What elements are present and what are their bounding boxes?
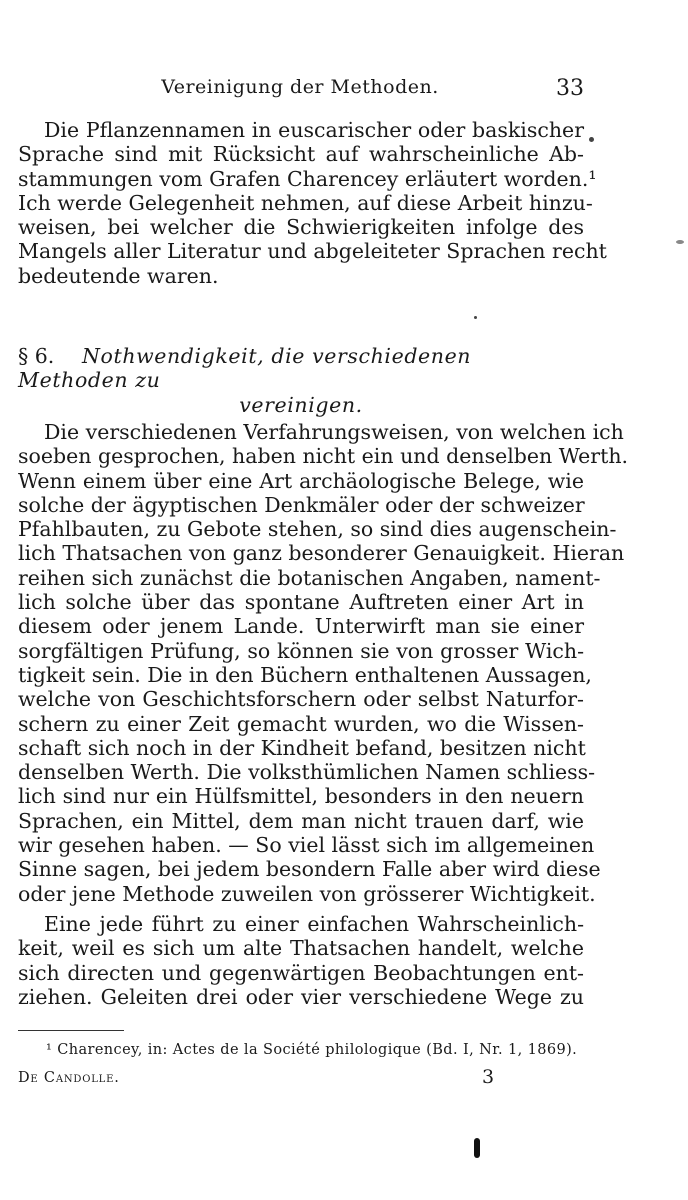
- text-line: lich Thatsachen von ganz besonderer Genauigkeit. Hieran: [18, 541, 625, 566]
- section-heading: [18, 344, 584, 417]
- text-line: diesem oder jenem Lande. Unterwirft man sie einer: [18, 614, 584, 639]
- text-line: ziehen. Geleiten drei oder vier verschiedene Wege zu: [18, 984, 584, 1009]
- section-title-line-1: Nothwendigkeit, die verschiedenen Methoden zu: [18, 344, 472, 393]
- text-line: tigkeit sein. Die in den Büchern enthaltenen Aussagen,: [18, 662, 592, 687]
- text-line: schern zu einer Zeit gemacht wurden, wo die Wissen-: [18, 711, 584, 736]
- text-line: lich solche über das spontane Auftreten einer Art in: [18, 590, 584, 615]
- ink-speck: [474, 316, 477, 319]
- text-line: wir gesehen haben. — So viel lässt sich im allgemeinen: [18, 833, 595, 858]
- text-line: stammungen vom Grafen Charencey erläutert worden.¹: [18, 166, 597, 191]
- text-line: weisen, bei welcher die Schwierigkeiten infolge des: [18, 215, 584, 240]
- paragraph-3: [18, 912, 584, 1009]
- ink-speck: [676, 240, 684, 244]
- text-line: Sinne sagen, bei jedem besondern Falle aber wird diese: [18, 857, 601, 882]
- ink-speck: [589, 137, 594, 142]
- text-line: oder jene Methode zuweilen von grösserer Wichtigkeit.: [18, 881, 596, 906]
- text-line: Pfahlbauten, zu Gebote stehen, so sind dies augenschein-: [18, 517, 617, 542]
- text-line: bedeutende waren.: [18, 263, 219, 288]
- text-line: reihen sich zunächst die botanischen Angaben, nament-: [18, 565, 601, 590]
- section-number: § 6.: [18, 344, 55, 368]
- footnote: ¹ Charencey, in: Actes de la Société philologique (Bd. I, Nr. 1, 1869).: [46, 1042, 578, 1058]
- section-title-line-2: vereinigen.: [239, 392, 363, 417]
- printer-signature-author: De Candolle.: [18, 1070, 120, 1086]
- footnote-rule: [18, 1030, 124, 1031]
- text-line: sorgfältigen Prüfung, so können sie von grosser Wich-: [18, 638, 584, 663]
- text-line: sich directen und gegenwärtigen Beobachtungen ent-: [18, 960, 584, 985]
- printer-signature-number: 3: [482, 1066, 495, 1088]
- text-line: Mangels aller Literatur und abgeleiteter Sprachen recht: [18, 239, 607, 264]
- text-line: Sprachen, ein Mittel, dem man nicht trauen darf, wie: [18, 808, 584, 833]
- running-title: Vereinigung der Methoden.: [161, 76, 439, 98]
- text-line: keit, weil es sich um alte Thatsachen handelt, welche: [18, 936, 584, 961]
- page-number: 33: [556, 76, 584, 101]
- ink-speck: [474, 1138, 480, 1158]
- text-line: denselben Werth. Die volksthümlichen Namen schliess-: [18, 760, 596, 785]
- text-line: Eine jede führt zu einer einfachen Wahrscheinlich-: [44, 912, 584, 936]
- text-line: lich sind nur ein Hülfsmittel, besonders in den neuern: [18, 784, 584, 809]
- text-line: welche von Geschichtsforschern oder selbst Naturfor-: [18, 687, 584, 712]
- text-line: schaft sich noch in der Kindheit befand, besitzen nicht: [18, 735, 586, 760]
- paragraph-2: [18, 420, 629, 906]
- text-line: Wenn einem über eine Art archäologische Belege, wie: [18, 468, 584, 493]
- paragraph-1: [18, 118, 607, 288]
- text-line: Die verschiedenen Verfahrungsweisen, von welchen ich: [44, 420, 624, 444]
- text-line: Die Pflanzennamen in euscarischer oder baskischer: [44, 118, 584, 142]
- text-line: soeben gesprochen, haben nicht ein und denselben Werth.: [18, 444, 629, 469]
- text-line: solche der ägyptischen Denkmäler oder der schweizer: [18, 492, 585, 517]
- text-line: Sprache sind mit Rücksicht auf wahrscheinliche Ab-: [18, 142, 584, 167]
- text-line: Ich werde Gelegenheit nehmen, auf diese Arbeit hinzu-: [18, 190, 593, 215]
